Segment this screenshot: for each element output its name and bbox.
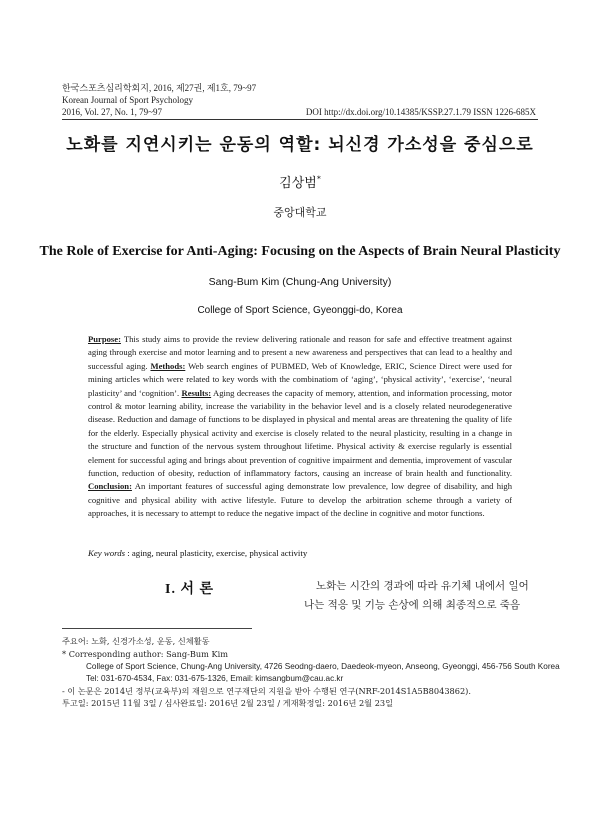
doi-issn: DOI http://dx.doi.org/10.14385/KSSP.27.1.79 ISSN 1226-685X bbox=[305, 107, 536, 117]
header-rule bbox=[62, 119, 538, 120]
footnote-corresponding-author: * Corresponding author: Sang-Bum Kim bbox=[62, 649, 229, 659]
author-korean-name: 김상범 bbox=[279, 176, 317, 191]
footnote-address: College of Sport Science, Chung-Ang University, 4726 Seodng-daero, Daedeok-myeon, Anseong, Gyeonggi, 456-756 South Korea bbox=[86, 662, 560, 671]
abstract-methods-text: Web search engines of PUBMED, Web of Knowledge, ERIC, Science Direct were used for mining articles which were related to key words with the combinatiom of ‘aging’, ‘physical activity’, ‘exercise’, ‘neural plasticity’ and ‘cognition’. bbox=[88, 360, 513, 398]
title-korean: 노화를 지연시키는 운동의 역할: 뇌신경 가소성을 중심으로 bbox=[66, 135, 534, 155]
section-heading: I. 서 론 bbox=[165, 582, 214, 597]
author-english: Sang-Bum Kim (Chung-Ang University) bbox=[208, 276, 392, 288]
abstract-conclusion-label: Conclusion: bbox=[88, 481, 132, 492]
author-korean bbox=[0, 172, 600, 191]
corresponding-mark: * bbox=[316, 174, 321, 184]
footnote-rule bbox=[62, 628, 252, 629]
abstract bbox=[88, 333, 512, 521]
footnote-dates: 투고일: 2015년 11월 3일 / 심사완료일: 2016년 2월 23일 / 게재확정일: 2016년 2월 23일 bbox=[62, 698, 394, 708]
abstract-results-text: Aging decreases the capacity of memory, attention, and information processing, motor control & motor learning ability, increase the variability in the behavior level and is a closely related neurodegenerative disease. Reduction and damage of functions to be displayed in physical and mental areas are threatening the quality of life for the elderly. Especially physical activity and exercise is closely related to the neural plasticity, resulting in a change in the structure and function of the nervous system throughout lifetime. Physical activity & exercise regularly is essential element for successful aging and brings about prevention of cognitive impairment and dementia, improvement of vascular function, reduction of obesity, reduction of inflammatory factors, causing an increase of brain health and functionality. bbox=[88, 387, 512, 479]
footnote-funding: - 이 논문은 2014년 정부(교육부)의 재원으로 연구재단의 지원을 받아 수행된 연구(NRF-2014S1A5B8043862). bbox=[62, 686, 471, 696]
title-english: The Role of Exercise for Anti-Aging: Focusing on the Aspects of Brain Neural Plasticity bbox=[39, 244, 561, 259]
affiliation-english: College of Sport Science, Gyeonggi-do, Korea bbox=[197, 305, 403, 316]
abstract-purpose-text: This study aims to provide the review delivering rationale and reason for safe and effective treatment against aging through exercise and motor learning and to present a new awareness and perspectives that can lead to a healthy and successful aging. bbox=[88, 334, 512, 371]
footnote-keywords-ko: 주요어: 노화, 신경가소성, 운동, 신체활동 bbox=[62, 636, 210, 646]
abstract-purpose-label: Purpose: bbox=[88, 334, 121, 344]
journal-volume-info: 2016, Vol. 27, No. 1, 79~97 bbox=[62, 107, 163, 117]
footnote-contact: Tel: 031-670-4534, Fax: 031-675-1326, Email: kimsangbum@cau.ac.kr bbox=[86, 674, 344, 683]
keywords-text: : aging, neural plasticity, exercise, physical activity bbox=[125, 548, 308, 558]
affiliation-korean: 중앙대학교 bbox=[273, 206, 327, 219]
journal-header-en: Korean Journal of Sport Psychology bbox=[62, 95, 193, 105]
journal-header-ko: 한국스포츠심리학회지, 2016, 제27권, 제1호, 79~97 bbox=[62, 83, 257, 93]
abstract-methods-label: Methods: bbox=[150, 360, 186, 371]
keywords bbox=[88, 547, 307, 559]
body-text-line: 나는 적응 및 기능 손상에 의해 최종적으로 죽음 bbox=[304, 599, 521, 611]
abstract-conclusion-text: An important features of successful aging demonstrate low prevalence, low degree of disability, and high cognitive and physical ability with active lifestyle. Future to develop the arbitration scheme through a variety of approaches, it is necessary to attempt to reduce the negative impact of the decline in cognitive and motor functions. bbox=[88, 481, 512, 519]
body-text-line: 노화는 시간의 경과에 따라 유기체 내에서 일어 bbox=[316, 580, 529, 592]
abstract-results-label: Results: bbox=[181, 387, 212, 398]
keywords-label: Key words bbox=[88, 548, 126, 558]
